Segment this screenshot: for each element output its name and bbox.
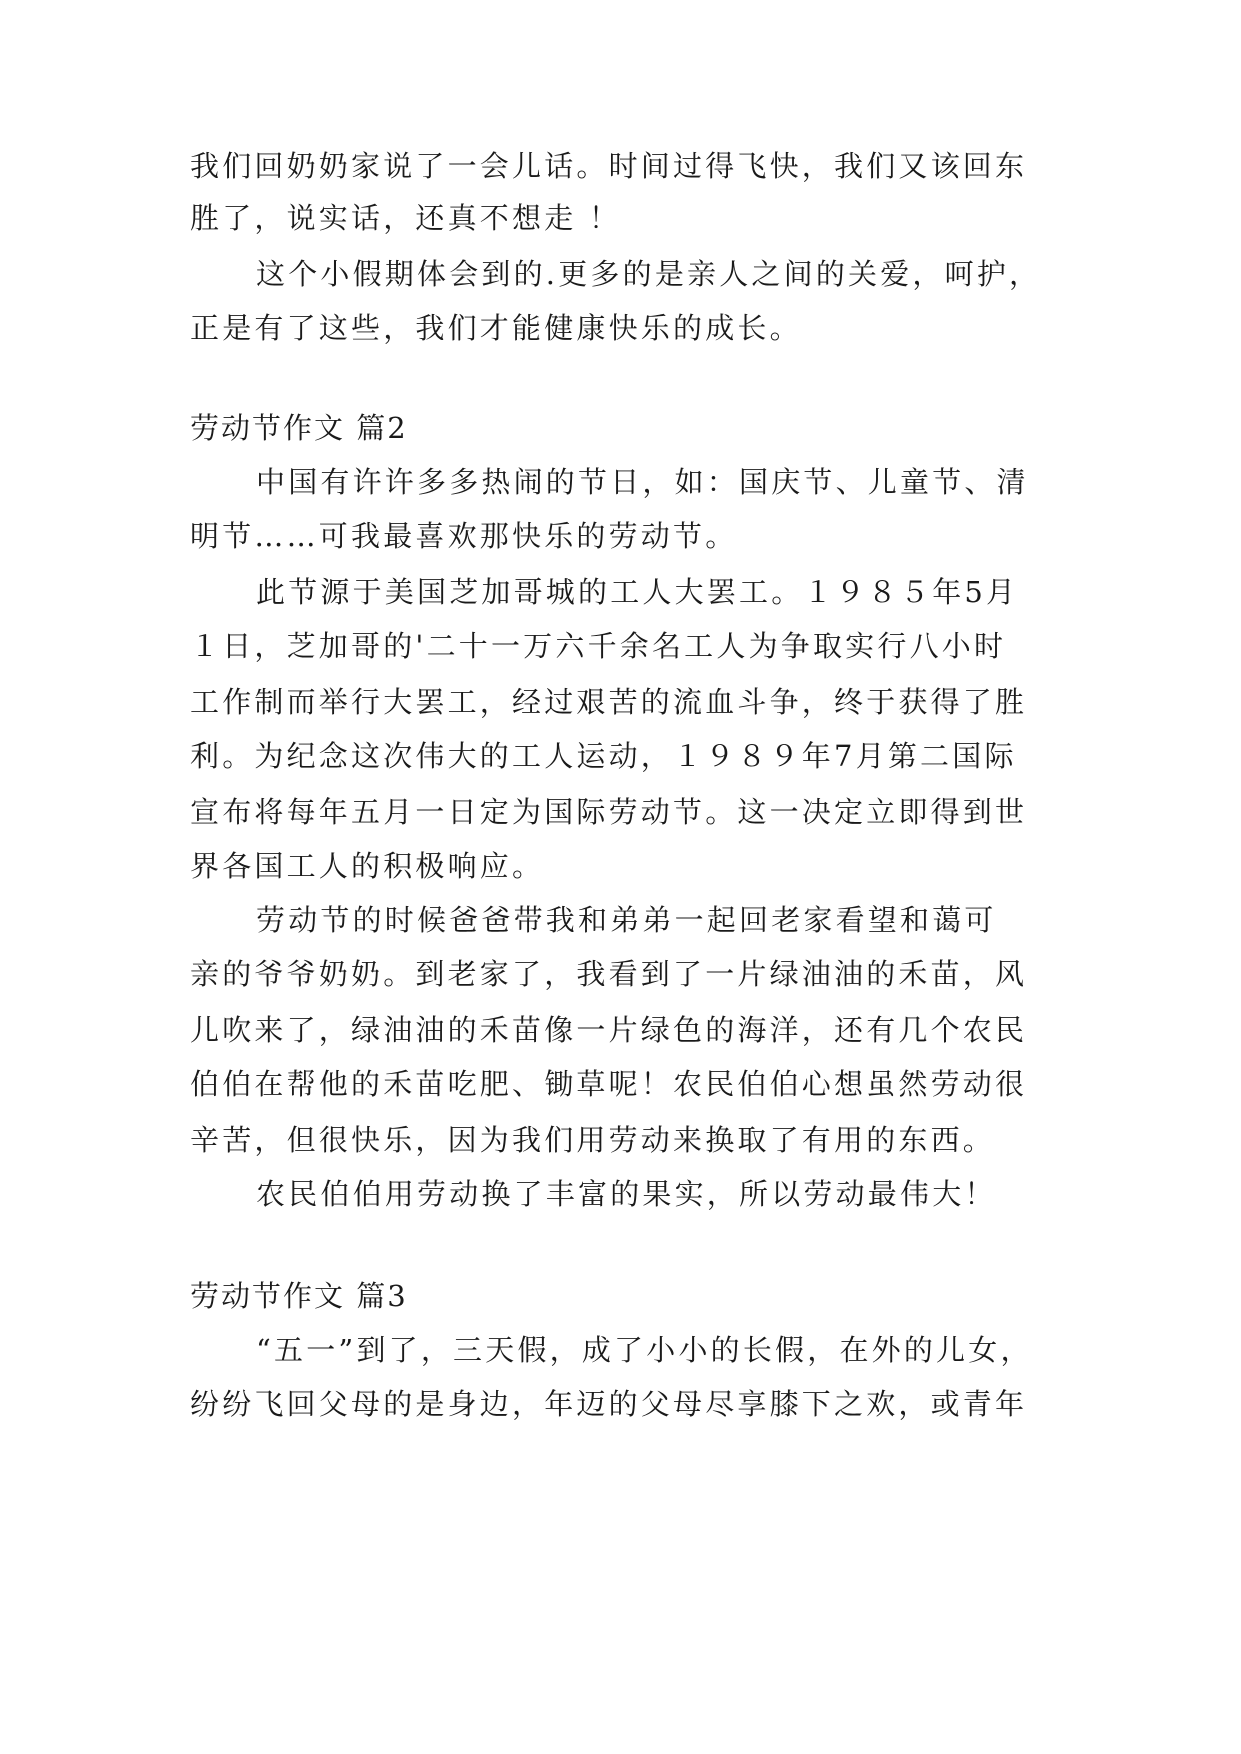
paragraph-start: 农民伯伯用劳动换了丰富的果实，所以劳动最伟大！ bbox=[256, 1177, 997, 1211]
paragraph-start: “五一”到了，三天假，成了小小的长假，在外的儿女， bbox=[256, 1333, 1033, 1367]
paragraph-start: 这个小假期体会到的.更多的是亲人之间的关爱，呵护， bbox=[256, 257, 1042, 291]
text-line: 我们回奶奶家说了一会儿话。时间过得飞快，我们又该回东 bbox=[190, 149, 1028, 183]
text-line: 亲的爷爷奶奶。到老家了，我看到了一片绿油油的禾苗，风 bbox=[190, 957, 1028, 991]
text-line: 纷纷飞回父母的是身边，年迈的父母尽享膝下之欢，或青年 bbox=[190, 1387, 1028, 1421]
text-line: 明节……可我最喜欢那快乐的劳动节。 bbox=[190, 519, 738, 553]
text-line: 宣布将每年五月一日定为国际劳动节。这一决定立即得到世 bbox=[190, 795, 1028, 829]
text-line: 儿吹来了，绿油油的禾苗像一片绿色的海洋，还有几个农民 bbox=[190, 1013, 1028, 1047]
text-line: 伯伯在帮他的禾苗吃肥、锄草呢！农民伯伯心想虽然劳动很 bbox=[190, 1067, 1028, 1101]
section-heading-2: 劳动节作文 篇2 bbox=[190, 411, 408, 445]
paragraph-start: 中国有许许多多热闹的节日，如：国庆节、儿童节、清 bbox=[256, 465, 1029, 499]
text-line: １日，芝加哥的'二十一万六千余名工人为争取实行八小时 bbox=[190, 629, 1007, 663]
text-line: 胜了，说实话，还真不想走 ！ bbox=[190, 201, 622, 235]
text-line: 利。为纪念这次伟大的工人运动，１９８９年7月第二国际 bbox=[190, 739, 1017, 773]
section-heading-3: 劳动节作文 篇3 bbox=[190, 1279, 408, 1313]
paragraph-start: 劳动节的时候爸爸带我和弟弟一起回老家看望和蔼可 bbox=[256, 903, 997, 937]
text-line: 界各国工人的积极响应。 bbox=[190, 849, 545, 883]
text-line: 工作制而举行大罢工，经过艰苦的流血斗争，终于获得了胜 bbox=[190, 685, 1028, 719]
paragraph-start: 此节源于美国芝加哥城的工人大罢工。１９８５年5月 bbox=[256, 575, 1019, 609]
text-line: 正是有了这些，我们才能健康快乐的成长。 bbox=[190, 311, 802, 345]
text-line: 辛苦，但很快乐，因为我们用劳动来换取了有用的东西。 bbox=[190, 1123, 996, 1157]
